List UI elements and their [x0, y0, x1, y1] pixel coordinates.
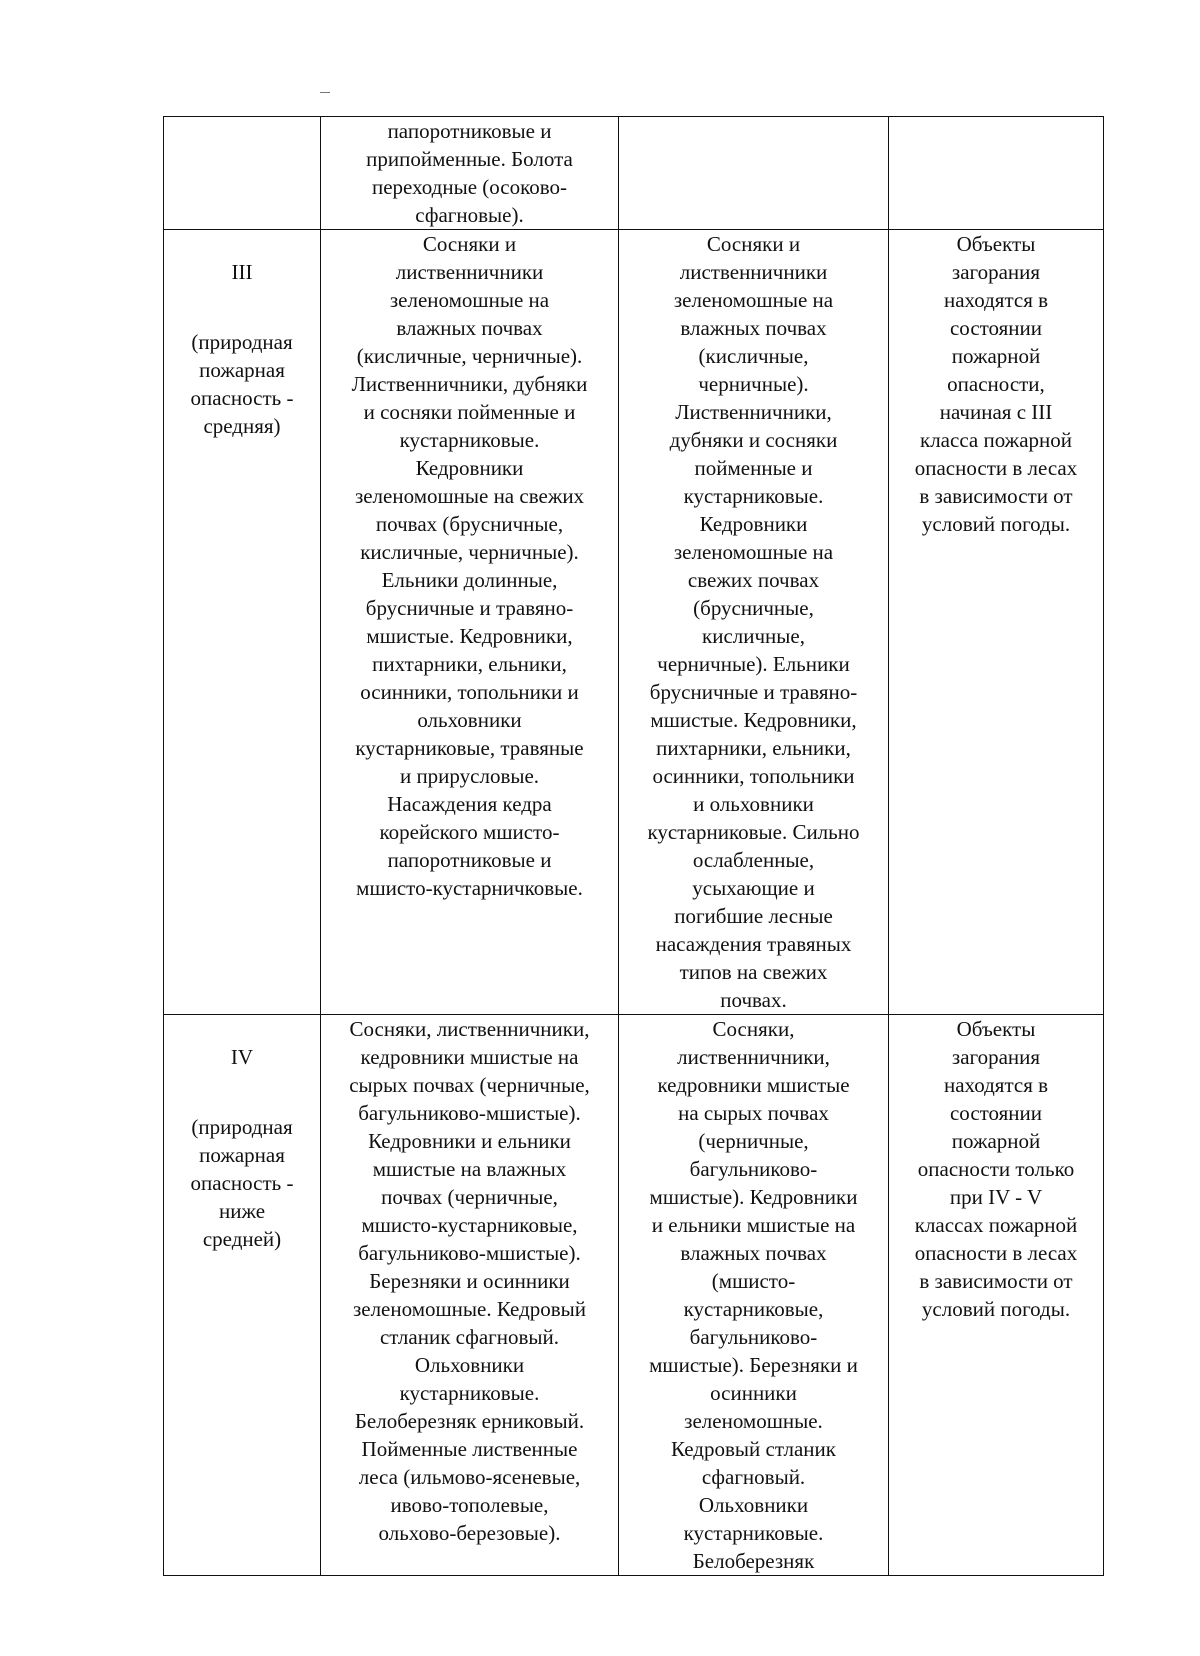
- forest-types-extended-cell: Сосняки, лиственничники, кедровники мшистые на сырых почвах (черничные, багульниково- мшистые). Кедровники и ельники мшистые на влажных почвах (мшисто- кустарниковые, багульниково- мшистые). Березняки и осинники зеленомошные. Кедровый стланик сфагновый. Ольховники кустарниковые. Белоберезняк: [619, 1015, 889, 1576]
- forest-types-cell: Сосняки, лиственничники, кедровники мшистые на сырых почвах (черничные, багульниково-мшистые). Кедровники и ельники мшистые на влажных почвах (черничные, мшисто-кустарниковые, багульниково-мшистые). Березняки и осинники зеленомошные. Кедровый стланик сфагновый. Ольховники кустарниковые. Белоберезняк ерниковый. Пойменные лиственные леса (ильмово-ясеневые, ивово-тополевые, ольховo-березовые).: [321, 1015, 619, 1576]
- ignition-conditions-cell: [889, 117, 1104, 230]
- hazard-class-cell: [164, 230, 321, 1015]
- forest-types-extended-cell: [619, 117, 889, 230]
- forest-types-cell: Сосняки и лиственничники зеленомошные на влажных почвах (кисличные, черничные). Лиственничники, дубняки и сосняки пойменные и кустарниковые. Кедровники зеленомошные на свежих почвах (брусничные, кисличные, черничные). Ельники долинные, брусничные и травяно- мшистые. Кедровники, пихтарники, ельники, осинники, топольники и ольховники кустарниковые, травяные и прирусловые. Насаждения кедра корейского мшисто- папоротниковые и мшисто-кустарничковые.: [321, 230, 619, 1015]
- hazard-class-cell: [164, 117, 321, 230]
- forest-types-extended-cell: Сосняки и лиственничники зеленомошные на влажных почвах (кисличные, черничные). Лиственничники, дубняки и сосняки пойменные и кустарниковые. Кедровники зеленомошные на свежих почвах (брусничные, кисличные, черничные). Ельники брусничные и травяно- мшистые. Кедровники, пихтарники, ельники, осинники, топольники и ольховники кустарниковые. Сильно ослабленные, усыхающие и погибшие лесные насаждения травяных типов на свежих почвах.: [619, 230, 889, 1015]
- forest-types-cell: папоротниковые и припойменные. Болота переходные (осоково- сфагновые).: [321, 117, 619, 230]
- scan-mark: [320, 92, 330, 93]
- ignition-conditions-cell: Объекты загорания находятся в состоянии пожарной опасности, начиная с III класса пожарной опасности в лесах в зависимости от условий погоды.: [889, 230, 1104, 1015]
- ignition-conditions-cell: Объекты загорания находятся в состоянии пожарной опасности только при IV - V классах пожарной опасности в лесах в зависимости от условий погоды.: [889, 1015, 1104, 1576]
- hazard-class-cell: [164, 1015, 321, 1576]
- class-number: III: [231, 260, 253, 284]
- class-number: IV: [230, 1045, 254, 1069]
- table-row: [164, 1015, 1104, 1576]
- class-description: (природная пожарная опасность - средняя): [190, 330, 294, 438]
- table-row: [164, 230, 1104, 1015]
- class-description: (природная пожарная опасность - ниже средней): [190, 1115, 294, 1251]
- table-row: [164, 117, 1104, 230]
- fire-hazard-table: [163, 116, 1104, 1576]
